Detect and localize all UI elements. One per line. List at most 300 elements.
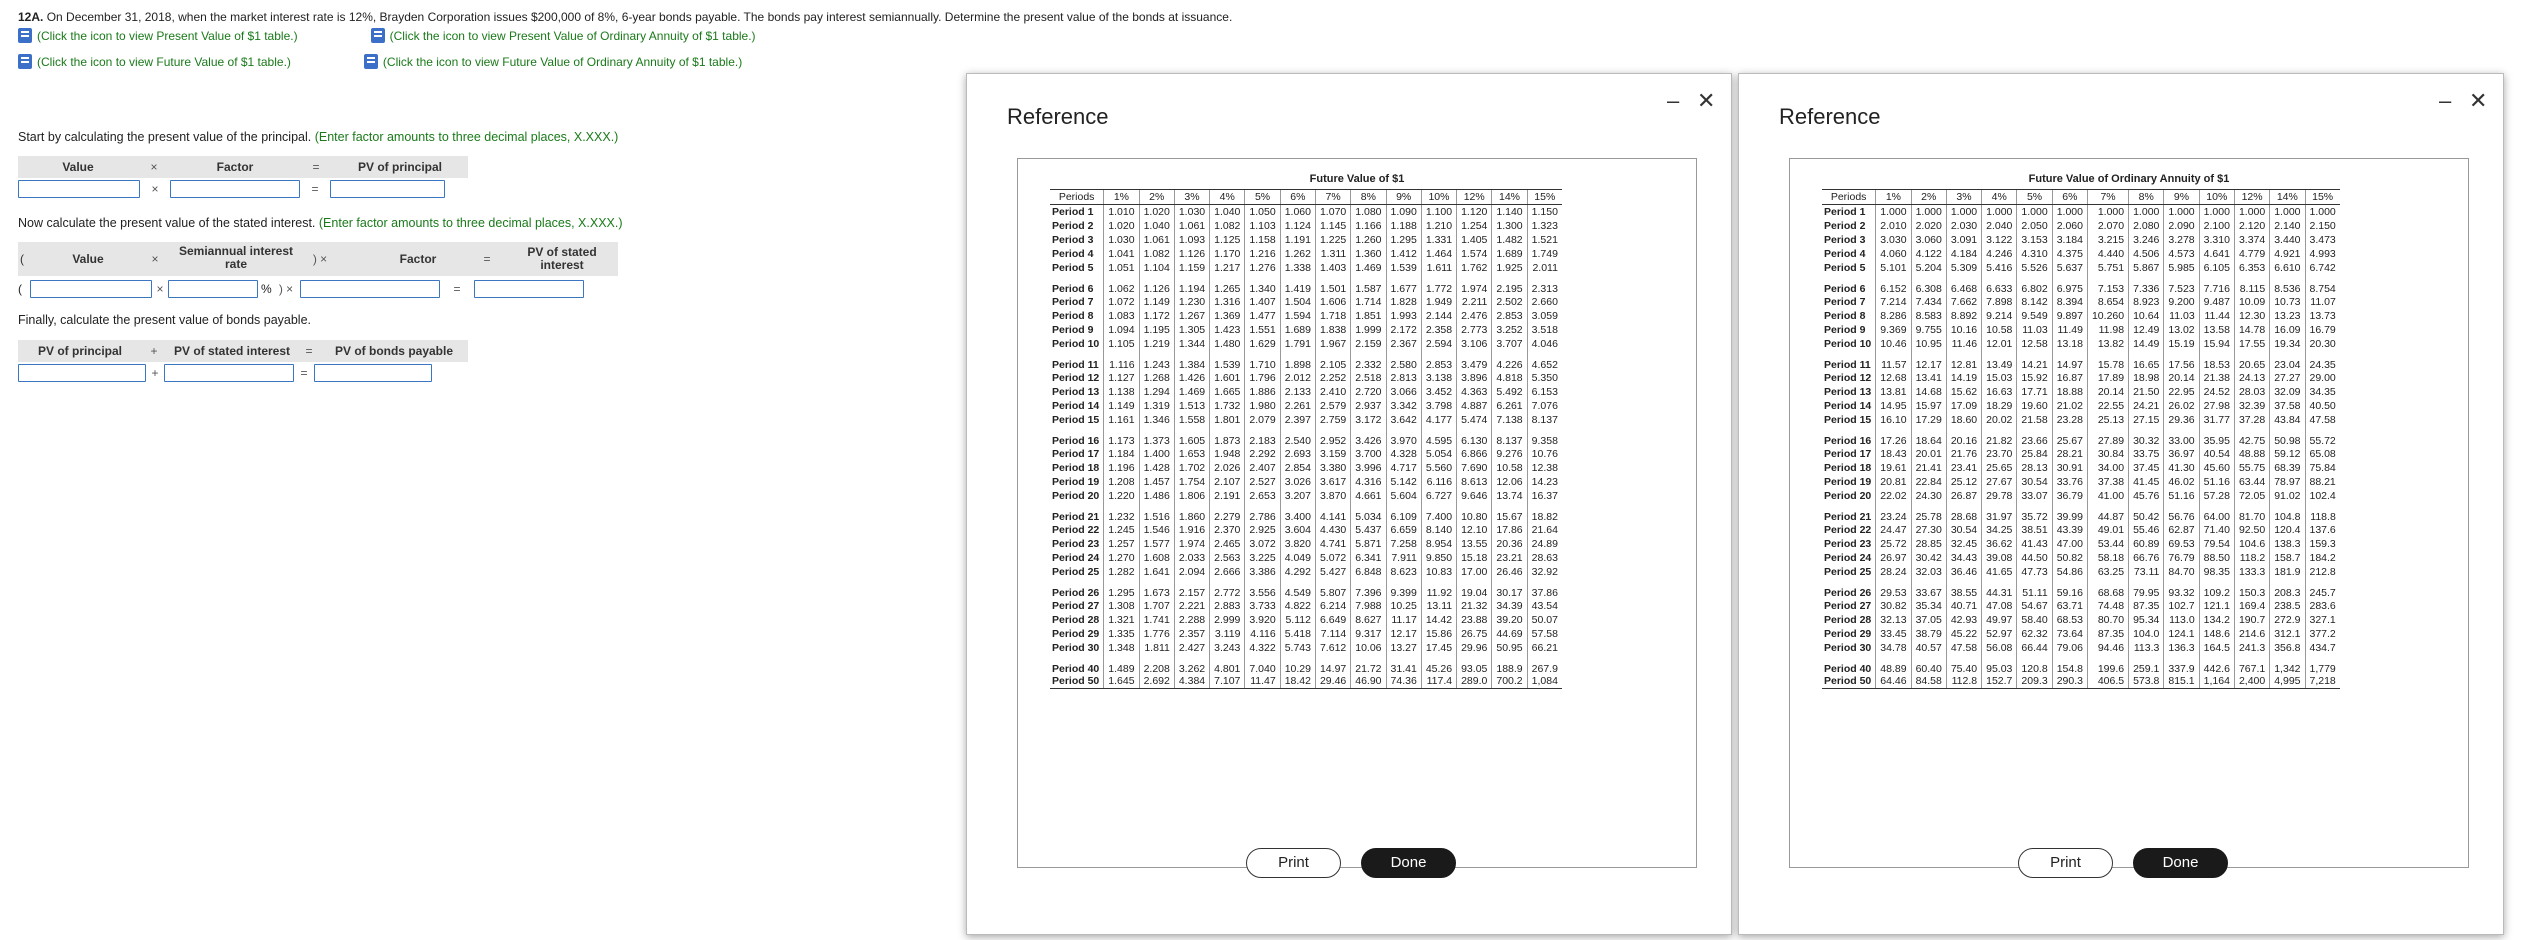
table-cell: 16.10 <box>1876 413 1911 427</box>
table-cell: 3.452 <box>1421 385 1456 399</box>
table-cell: 1.323 <box>1527 219 1562 233</box>
table-cell: 1.665 <box>1210 385 1245 399</box>
table-row <box>1822 599 2340 613</box>
table-cell: 1.464 <box>1421 247 1456 261</box>
period-label: Period 14 <box>1824 399 1872 412</box>
table-cell: 32.92 <box>1527 565 1562 579</box>
step3-instruction: Finally, calculate the present value of bonds payable. <box>18 313 312 327</box>
table-cell: 37.86 <box>1527 579 1562 599</box>
table-cell: 68.53 <box>2052 613 2087 627</box>
period-label: Period 19 <box>1824 475 1872 488</box>
table-cell: 46.90 <box>1351 675 1386 689</box>
table-cell: 3.225 <box>1245 551 1280 565</box>
table-cell: 24.13 <box>2234 371 2269 385</box>
table-cell: 4.316 <box>1351 475 1386 489</box>
done-button[interactable]: Done <box>1361 848 1456 878</box>
column-header: 4% <box>1210 190 1245 205</box>
table-cell: 28.13 <box>2017 461 2052 475</box>
table-cell: 10.29 <box>1280 655 1315 675</box>
period-label: Period 6 <box>1824 282 1866 295</box>
table-cell: 7.716 <box>2199 275 2234 295</box>
table-cell: 98.35 <box>2199 565 2234 579</box>
table-cell: 152.7 <box>1982 675 2017 689</box>
period-label: Period 11 <box>1824 358 1871 371</box>
table-cell: 79.54 <box>2199 537 2234 551</box>
table-cell: 1.762 <box>1457 261 1492 275</box>
annuity-factor-input[interactable] <box>300 280 440 298</box>
table-cell: 3.066 <box>1386 385 1421 399</box>
table-cell: 5.807 <box>1315 579 1350 599</box>
table-cell: 58.18 <box>2087 551 2128 565</box>
table-cell: 21.76 <box>1946 447 1981 461</box>
table-cell: 2.937 <box>1351 399 1386 413</box>
table-row <box>1050 551 1562 565</box>
table-cell: 33.67 <box>1911 579 1946 599</box>
table-cell: 1.741 <box>1139 613 1174 627</box>
table-cell: 1.898 <box>1280 351 1315 371</box>
table-cell: 1.316 <box>1210 295 1245 309</box>
table-row <box>1822 551 2340 565</box>
table-cell: 15.18 <box>1457 551 1492 565</box>
table-cell: 2.692 <box>1139 675 1174 689</box>
table-cell: 1.159 <box>1174 261 1209 275</box>
table-cell: 290.3 <box>2052 675 2087 689</box>
table-cell: 29.00 <box>2305 371 2340 385</box>
table-row <box>1822 475 2340 489</box>
table-cell: 1.305 <box>1174 323 1209 337</box>
table-cell: 15.94 <box>2199 337 2234 351</box>
book-icon[interactable] <box>18 54 32 69</box>
table-cell: 75.84 <box>2305 461 2340 475</box>
table-cell: 14.49 <box>2129 337 2164 351</box>
table-row <box>1050 233 1562 247</box>
table-cell: 30.91 <box>2052 461 2087 475</box>
table-cell: 17.09 <box>1946 399 1981 413</box>
table-cell: 13.73 <box>2305 309 2340 323</box>
table-cell: 356.8 <box>2270 641 2305 655</box>
period-label: Period 27 <box>1824 599 1872 612</box>
table-cell: 2.211 <box>1457 295 1492 309</box>
table-cell: 2.144 <box>1421 309 1456 323</box>
pv-interest-total-input[interactable] <box>164 364 294 382</box>
done-button[interactable]: Done <box>2133 848 2228 878</box>
table-cell: 2.518 <box>1351 371 1386 385</box>
table-cell: 3.342 <box>1386 399 1421 413</box>
table-cell: 3.172 <box>1351 413 1386 427</box>
table-cell: 3.700 <box>1351 447 1386 461</box>
table-cell: 2.476 <box>1457 309 1492 323</box>
table-cell: 30.54 <box>2017 475 2052 489</box>
column-header: 6% <box>1280 190 1315 205</box>
minimize-icon[interactable]: – <box>1667 88 1680 113</box>
table-cell: 34.78 <box>1876 641 1911 655</box>
table-cell: 1.220 <box>1104 489 1139 503</box>
pv-table-link[interactable]: (Click the icon to view Present Value of $1 table.) <box>18 28 298 43</box>
semiannual-rate-input[interactable] <box>168 280 258 298</box>
table-cell: 48.89 <box>1876 655 1911 675</box>
table-cell: 4.049 <box>1280 551 1315 565</box>
table-cell: 68.68 <box>2087 579 2128 599</box>
table-cell: 41.45 <box>2129 475 2164 489</box>
table-cell: 2.012 <box>1280 371 1315 385</box>
table-cell: 1.860 <box>1174 503 1209 523</box>
table-cell: 118.8 <box>2305 503 2340 523</box>
table-cell: 51.11 <box>2017 579 2052 599</box>
table-cell: 6.341 <box>1351 551 1386 565</box>
table-cell: 14.19 <box>1946 371 1981 385</box>
table-cell: 12.17 <box>1911 351 1946 371</box>
table-row <box>1050 427 1562 447</box>
table-cell: 208.3 <box>2270 579 2305 599</box>
interest-value-input[interactable] <box>30 280 152 298</box>
table-cell: 1.338 <box>1280 261 1315 275</box>
column-header: 8% <box>1351 190 1386 205</box>
table-cell: 4.801 <box>1210 655 1245 675</box>
period-label: Period 15 <box>1052 413 1100 426</box>
minimize-icon[interactable]: – <box>2439 88 2452 113</box>
table-row <box>1050 641 1562 655</box>
table-cell: 1.000 <box>2129 205 2164 219</box>
table-cell: 34.00 <box>2087 461 2128 475</box>
table-cell: 2.370 <box>1210 523 1245 537</box>
table-cell: 13.27 <box>1386 641 1421 655</box>
table-row <box>1822 205 2340 219</box>
column-header: 4% <box>1982 190 2017 205</box>
table-cell: 1.000 <box>2017 205 2052 219</box>
table-cell: 18.60 <box>1946 413 1981 427</box>
table-cell: 5.072 <box>1315 551 1350 565</box>
table-cell: 36.62 <box>1982 537 2017 551</box>
period-label: Period 13 <box>1052 385 1100 398</box>
table-cell: 14.95 <box>1876 399 1911 413</box>
table-cell: 283.6 <box>2305 599 2340 613</box>
table-row <box>1822 641 2340 655</box>
table-cell: 1.105 <box>1104 337 1139 351</box>
table-cell: 26.02 <box>2164 399 2199 413</box>
table-cell: 1.501 <box>1315 275 1350 295</box>
table-cell: 120.4 <box>2270 523 2305 537</box>
table-cell: 8.923 <box>2129 295 2164 309</box>
table-cell: 7.396 <box>1351 579 1386 599</box>
table-cell: 214.6 <box>2234 627 2269 641</box>
table-cell: 14.21 <box>2017 351 2052 371</box>
table-cell: 7.911 <box>1386 551 1421 565</box>
table-cell: 55.72 <box>2305 427 2340 447</box>
period-label: Period 10 <box>1824 337 1872 350</box>
table-cell: 6.975 <box>2052 275 2087 295</box>
table-cell: 60.40 <box>1911 655 1946 675</box>
table-cell: 1,084 <box>1527 675 1562 689</box>
table-cell: 2.786 <box>1245 503 1280 523</box>
table-cell: 31.41 <box>1386 655 1421 675</box>
table-cell: 1,779 <box>2305 655 2340 675</box>
close-icon[interactable]: ✕ <box>1697 88 1716 113</box>
table-cell: 1.611 <box>1421 261 1456 275</box>
step1-inputs: × = <box>18 180 445 198</box>
table-cell: 6.649 <box>1315 613 1350 627</box>
period-label: Period 22 <box>1824 523 1872 536</box>
period-label: Period 50 <box>1822 675 1876 689</box>
table-cell: 1.480 <box>1210 337 1245 351</box>
table-cell: 42.93 <box>1946 613 1981 627</box>
table-cell: 28.85 <box>1911 537 1946 551</box>
table-cell: 4.363 <box>1457 385 1492 399</box>
table-cell: 37.45 <box>2129 461 2164 475</box>
table-row <box>1050 351 1562 371</box>
table-cell: 37.05 <box>1911 613 1946 627</box>
table-cell: 1.673 <box>1139 579 1174 599</box>
table-cell: 50.42 <box>2129 503 2164 523</box>
table-cell: 2.050 <box>2017 219 2052 233</box>
table-row <box>1822 399 2340 413</box>
table-cell: 1.225 <box>1315 233 1350 247</box>
table-cell: 1.030 <box>1174 205 1209 219</box>
table-cell: 1.486 <box>1139 489 1174 503</box>
period-label: Period 22 <box>1052 523 1100 536</box>
table-cell: 1.219 <box>1139 337 1174 351</box>
table-cell: 45.22 <box>1946 627 1981 641</box>
table-cell: 5.492 <box>1492 385 1527 399</box>
table-row <box>1050 205 1562 219</box>
table-cell: 2.157 <box>1174 579 1209 599</box>
table-cell: 27.27 <box>2270 371 2305 385</box>
table-row <box>1050 537 1562 551</box>
table-cell: 11.49 <box>2052 323 2087 337</box>
table-cell: 1.423 <box>1210 323 1245 337</box>
table-cell: 1.208 <box>1104 475 1139 489</box>
table-cell: 4.641 <box>2199 247 2234 261</box>
column-header: 9% <box>2164 190 2199 205</box>
table-cell: 81.70 <box>2234 503 2269 523</box>
table-row <box>1050 475 1562 489</box>
table-cell: 1.080 <box>1351 205 1386 219</box>
table-cell: 4.292 <box>1280 565 1315 579</box>
table-cell: 21.32 <box>1457 599 1492 613</box>
table-cell: 1.477 <box>1245 309 1280 323</box>
column-header: 10% <box>1421 190 1456 205</box>
period-label: Period 25 <box>1824 565 1872 578</box>
column-header: 9% <box>1386 190 1421 205</box>
table-cell: 20.01 <box>1911 447 1946 461</box>
table-cell: 6.153 <box>1527 385 1562 399</box>
table-row <box>1822 295 2340 309</box>
table-cell: 46.02 <box>2164 475 2199 489</box>
table-cell: 1.000 <box>2305 205 2340 219</box>
table-cell: 1.061 <box>1139 233 1174 247</box>
table-cell: 91.02 <box>2270 489 2305 503</box>
table-cell: 20.02 <box>1982 413 2017 427</box>
table-cell: 4.818 <box>1492 371 1527 385</box>
period-label: Period 26 <box>1052 586 1100 599</box>
table-cell: 1.999 <box>1351 323 1386 337</box>
column-header: 3% <box>1174 190 1209 205</box>
table-cell: 4.177 <box>1421 413 1456 427</box>
pv-principal-input[interactable] <box>330 180 445 198</box>
table-row <box>1050 323 1562 337</box>
table-cell: 2.279 <box>1210 503 1245 523</box>
step1-instruction: Start by calculating the present value of the principal. (Enter factor amounts to three decimal places, X.XXX.) <box>18 130 619 144</box>
table-cell: 1.838 <box>1315 323 1350 337</box>
table-cell: 2,400 <box>2234 675 2269 689</box>
table-cell: 13.02 <box>2164 323 2199 337</box>
column-header: 2% <box>1139 190 1174 205</box>
table-cell: 33.00 <box>2164 427 2199 447</box>
table-cell: 1.558 <box>1174 413 1209 427</box>
table-cell: 11.03 <box>2017 323 2052 337</box>
table-cell: 1.295 <box>1104 579 1139 599</box>
table-cell: 1.340 <box>1245 275 1280 295</box>
table-cell: 2.040 <box>1982 219 2017 233</box>
table-cell: 1.469 <box>1351 261 1386 275</box>
factor-input[interactable] <box>170 180 300 198</box>
pv-principal-total-input[interactable] <box>18 364 146 382</box>
book-icon[interactable] <box>18 28 32 43</box>
column-header: 1% <box>1104 190 1139 205</box>
table-cell: 337.9 <box>2164 655 2199 675</box>
table-cell: 2.140 <box>2270 219 2305 233</box>
table-cell: 1.412 <box>1386 247 1421 261</box>
table-cell: 2.080 <box>2129 219 2164 233</box>
fv-table-link[interactable]: (Click the icon to view Future Value of $1 table.) <box>18 54 291 69</box>
table-cell: 39.20 <box>1492 613 1527 627</box>
table-cell: 50.95 <box>1492 641 1527 655</box>
period-label: Period 3 <box>1824 233 1866 246</box>
fv-annuity-table-link[interactable]: (Click the icon to view Future Value of Ordinary Annuity of $1 table.) <box>364 54 742 69</box>
book-icon[interactable] <box>364 54 378 69</box>
table-cell: 10.58 <box>1982 323 2017 337</box>
table-cell: 1.344 <box>1174 337 1209 351</box>
table-cell: 9.850 <box>1421 551 1456 565</box>
table-cell: 71.40 <box>2199 523 2234 537</box>
table-cell: 7.690 <box>1457 461 1492 475</box>
period-label: Period 23 <box>1824 537 1872 550</box>
table-cell: 1.230 <box>1174 295 1209 309</box>
table-cell: 45.26 <box>1421 655 1456 675</box>
table-cell: 1.149 <box>1139 295 1174 309</box>
table-cell: 13.23 <box>2270 309 2305 323</box>
table-cell: 24.89 <box>1527 537 1562 551</box>
table-cell: 17.55 <box>2234 337 2269 351</box>
table-cell: 1.710 <box>1245 351 1280 371</box>
period-label: Period 3 <box>1052 233 1094 246</box>
table-cell: 47.58 <box>1946 641 1981 655</box>
table-cell: 5.867 <box>2129 261 2164 275</box>
table-cell: 16.63 <box>1982 385 2017 399</box>
table-cell: 1.653 <box>1174 447 1209 461</box>
pv-annuity-table-link[interactable]: (Click the icon to view Present Value of Ordinary Annuity of $1 table.) <box>371 28 756 43</box>
pv-bonds-input[interactable] <box>314 364 432 382</box>
table-cell: 34.25 <box>1982 523 2017 537</box>
period-label: Period 2 <box>1824 219 1866 232</box>
table-cell: 95.34 <box>2129 613 2164 627</box>
table-cell: 9.276 <box>1492 447 1527 461</box>
table-cell: 14.78 <box>2234 323 2269 337</box>
table-cell: 8.536 <box>2270 275 2305 295</box>
table-cell: 1.384 <box>1174 351 1209 371</box>
table-cell: 32.39 <box>2234 399 2269 413</box>
table-cell: 14.97 <box>2052 351 2087 371</box>
period-label: Period 5 <box>1052 261 1094 274</box>
table-cell: 120.8 <box>2017 655 2052 675</box>
table-cell: 40.71 <box>1946 599 1981 613</box>
table-cell: 21.58 <box>2017 413 2052 427</box>
table-cell: 1.373 <box>1139 427 1174 447</box>
table-cell: 2.563 <box>1210 551 1245 565</box>
table-cell: 45.60 <box>2199 461 2234 475</box>
table-cell: 1.796 <box>1245 371 1280 385</box>
table-cell: 117.4 <box>1421 675 1456 689</box>
table-cell: 4.046 <box>1527 337 1562 351</box>
table-cell: 74.36 <box>1386 675 1421 689</box>
table-row <box>1050 309 1562 323</box>
table-cell: 17.86 <box>1492 523 1527 537</box>
table-cell: 19.61 <box>1876 461 1911 475</box>
table-cell: 10.73 <box>2270 295 2305 309</box>
table-cell: 6.727 <box>1421 489 1456 503</box>
table-cell: 27.98 <box>2199 399 2234 413</box>
table-cell: 1.886 <box>1245 385 1280 399</box>
table-cell: 66.44 <box>2017 641 2052 655</box>
table-row <box>1822 503 2340 523</box>
value-input[interactable] <box>18 180 140 198</box>
table-cell: 190.7 <box>2234 613 2269 627</box>
table-cell: 92.50 <box>2234 523 2269 537</box>
pv-interest-input[interactable] <box>474 280 584 298</box>
period-label: Period 29 <box>1052 627 1100 640</box>
table-cell: 8.892 <box>1946 309 1981 323</box>
table-cell: 15.67 <box>1492 503 1527 523</box>
table-cell: 2.358 <box>1421 323 1456 337</box>
table-cell: 113.0 <box>2164 613 2199 627</box>
table-cell: 79.95 <box>2129 579 2164 599</box>
table-cell: 1.145 <box>1315 219 1350 233</box>
table-cell: 32.13 <box>1876 613 1911 627</box>
table-cell: 38.79 <box>1911 627 1946 641</box>
table-cell: 5.101 <box>1876 261 1911 275</box>
print-button[interactable]: Print <box>1246 848 1341 878</box>
table-cell: 121.1 <box>2199 599 2234 613</box>
table-cell: 2.313 <box>1527 275 1562 295</box>
table-cell: 1.188 <box>1386 219 1421 233</box>
table-cell: 1.605 <box>1174 427 1209 447</box>
table-row <box>1050 461 1562 475</box>
table-row <box>1822 233 2340 247</box>
table-cell: 6.105 <box>2199 261 2234 275</box>
table-cell: 54.67 <box>2017 599 2052 613</box>
table-cell: 1.000 <box>2270 205 2305 219</box>
table-cell: 23.28 <box>2052 413 2087 427</box>
table-cell: 1.426 <box>1174 371 1209 385</box>
close-icon[interactable]: ✕ <box>2469 88 2488 113</box>
table-cell: 23.41 <box>1946 461 1981 475</box>
table-cell: 1,164 <box>2199 675 2234 689</box>
table-cell: 47.73 <box>2017 565 2052 579</box>
table-cell: 64.00 <box>2199 503 2234 523</box>
column-header: 6% <box>2052 190 2087 205</box>
book-icon[interactable] <box>371 28 385 43</box>
table-cell: 9.487 <box>2199 295 2234 309</box>
table-cell: 3.262 <box>1174 655 1209 675</box>
table-cell: 7.076 <box>1527 399 1562 413</box>
table-cell: 3.556 <box>1245 579 1280 599</box>
period-label: Period 28 <box>1052 613 1100 626</box>
table-cell: 1.041 <box>1104 247 1139 261</box>
print-button[interactable]: Print <box>2018 848 2113 878</box>
table-cell: 1.360 <box>1351 247 1386 261</box>
table-cell: 1.521 <box>1527 233 1562 247</box>
table-cell: 9.399 <box>1386 579 1421 599</box>
table-cell: 272.9 <box>2270 613 2305 627</box>
